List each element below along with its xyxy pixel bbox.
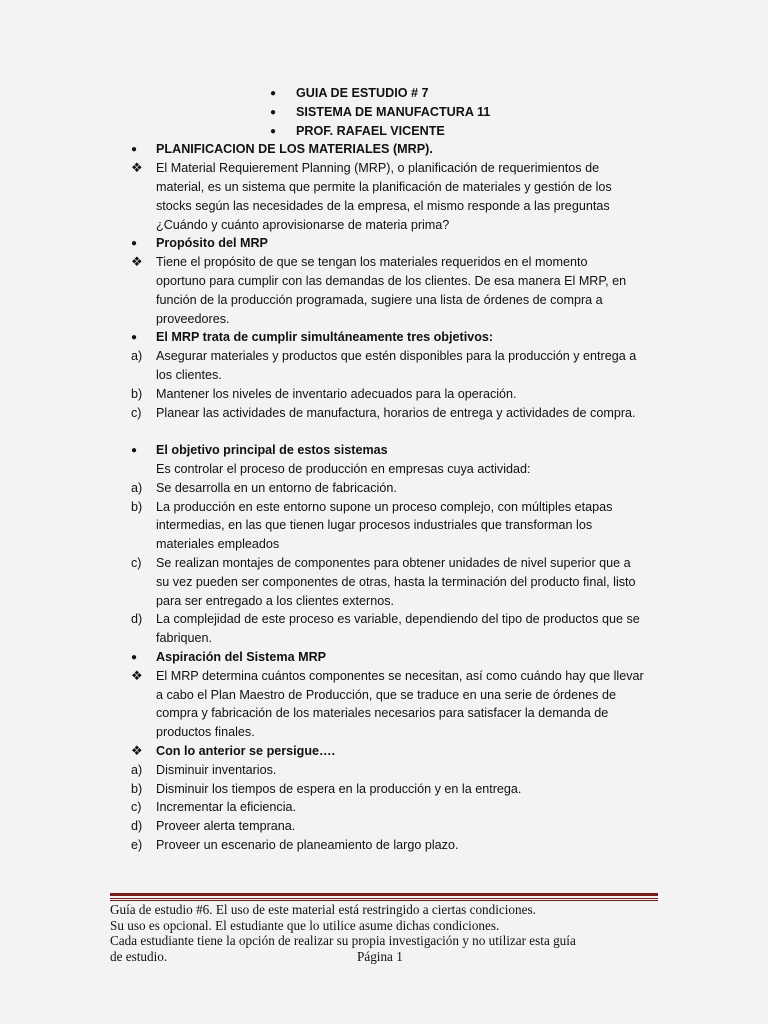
footer-line: Cada estudiante tiene la opción de realizar su propia investigación y no utilizar esta guía xyxy=(110,933,576,949)
header-item: PROF. RAFAEL VICENTE xyxy=(296,123,445,138)
section-heading: El objetivo principal de estos sistemas xyxy=(156,443,388,458)
bullet-marker: ● xyxy=(270,106,277,118)
bullet-marker: ● xyxy=(270,125,277,137)
list-item-line: para ser entregado a los clientes externos. xyxy=(156,593,395,608)
list-item-line: Se desarrolla en un entorno de fabricación. xyxy=(156,480,397,495)
footer-divider xyxy=(110,900,658,901)
list-item-line: Proveer alerta temprana. xyxy=(156,819,296,834)
list-item-line: Proveer un escenario de planeamiento de largo plazo. xyxy=(156,838,459,852)
diamond-marker: ❖ xyxy=(131,743,143,758)
list-item-line: Se realizan montajes de componentes para obtener unidades de nivel superior que a xyxy=(156,556,631,570)
list-item-line: Disminuir inventarios. xyxy=(156,762,277,777)
footer-line: Guía de estudio #6. El uso de este material está restringido a ciertas condiciones. xyxy=(110,902,536,917)
bullet-marker: ● xyxy=(131,144,138,156)
list-marker: d) xyxy=(131,612,143,627)
paragraph-line: El Material Requierement Planning (MRP), o planificación de requerimientos de xyxy=(156,161,600,176)
list-item-line: Mantener los niveles de inventario adecuados para la operación. xyxy=(156,386,517,401)
paragraph-line: oportuno para cumplir con las demandas de los clientes. De esa manera El MRP, en xyxy=(156,274,627,288)
list-marker: a) xyxy=(131,762,143,777)
list-marker: d) xyxy=(131,819,143,834)
paragraph-line: material, es un sistema que permite la planificación de materiales y gestión de los xyxy=(156,180,612,194)
paragraph-line: stocks según las necesidades de la empresa, el mismo responde a las preguntas xyxy=(156,198,610,213)
list-item-line: Disminuir los tiempos de espera en la producción y en la entrega. xyxy=(156,781,522,796)
bullet-marker: ● xyxy=(131,445,138,457)
footer-line: Su uso es opcional. El estudiante que lo utilice asume dichas condiciones. xyxy=(110,917,500,933)
paragraph-line: productos finales. xyxy=(156,725,255,740)
list-item-line: Planear las actividades de manufactura, horarios de entrega y actividades de compra. xyxy=(156,405,636,420)
list-marker: c) xyxy=(131,800,142,815)
bullet-marker: ● xyxy=(131,332,138,344)
header-item: GUIA DE ESTUDIO # 7 xyxy=(296,86,429,100)
paragraph-line: función de la producción programada, sugiere una lista de órdenes de compra a xyxy=(156,292,603,307)
paragraph-line: proveedores. xyxy=(156,311,230,326)
diamond-marker: ❖ xyxy=(131,667,143,683)
section-heading: El MRP trata de cumplir simultáneamente tres objetivos: xyxy=(156,330,494,345)
footer-divider xyxy=(110,898,658,899)
list-item-line: La producción en este entorno supone un proceso complejo, con múltiples etapas xyxy=(156,499,613,514)
list-marker: b) xyxy=(131,499,143,514)
list-marker: c) xyxy=(131,405,142,420)
list-item-line: intermedias, en las que tienen lugar procesos industriales que transforman los xyxy=(156,518,593,533)
footer-divider xyxy=(110,893,658,896)
paragraph-line: Es controlar el proceso de producción en empresas cuya actividad: xyxy=(156,462,531,476)
diamond-marker: ❖ xyxy=(131,254,143,270)
bullet-marker: ● xyxy=(131,238,138,250)
section-heading: Aspiración del Sistema MRP xyxy=(156,650,327,664)
list-item-line: los clientes. xyxy=(156,368,222,382)
paragraph-line: a cabo el Plan Maestro de Producción, que se traduce en una serie de órdenes de xyxy=(156,687,616,702)
list-marker: b) xyxy=(131,781,143,796)
paragraph-line: compra y fabricación de los materiales necesarios para satisfacer la demanda de xyxy=(156,706,609,721)
bullet-marker: ● xyxy=(270,88,277,99)
page-number: Página 1 xyxy=(357,948,403,964)
list-marker: e) xyxy=(131,838,143,852)
list-marker: a) xyxy=(131,349,143,364)
list-marker: c) xyxy=(131,556,142,570)
bullet-marker: ● xyxy=(131,652,138,663)
section-heading: PLANIFICACION DE LOS MATERIALES (MRP). xyxy=(156,142,433,157)
list-item-line: su vez pueden ser componentes de otras, hasta la terminación del producto final, listo xyxy=(156,574,636,589)
header-item: SISTEMA DE MANUFACTURA 11 xyxy=(296,104,491,119)
paragraph-line: Tiene el propósito de que se tengan los materiales requeridos en el momento xyxy=(156,255,588,270)
list-item-line: Asegurar materiales y productos que estén disponibles para la producción y entrega a xyxy=(156,349,637,364)
diamond-marker: ❖ xyxy=(131,160,143,176)
list-item-line: fabriquen. xyxy=(156,631,213,646)
list-item-line: Incrementar la eficiencia. xyxy=(156,800,296,815)
list-marker: a) xyxy=(131,480,143,495)
paragraph-line: ¿Cuándo y cuánto aprovisionarse de materia prima? xyxy=(156,217,450,232)
footer-line: de estudio. xyxy=(110,948,168,964)
paragraph-line: El MRP determina cuántos componentes se necesitan, así como cuándo hay que llevar xyxy=(156,668,644,683)
list-marker: b) xyxy=(131,386,143,401)
list-item-line: La complejidad de este proceso es variable, dependiendo del tipo de productos que se xyxy=(156,612,640,627)
list-item-line: materiales empleados xyxy=(156,537,280,552)
section-heading: Con lo anterior se persigue…. xyxy=(156,744,336,758)
section-heading: Propósito del MRP xyxy=(156,236,268,251)
